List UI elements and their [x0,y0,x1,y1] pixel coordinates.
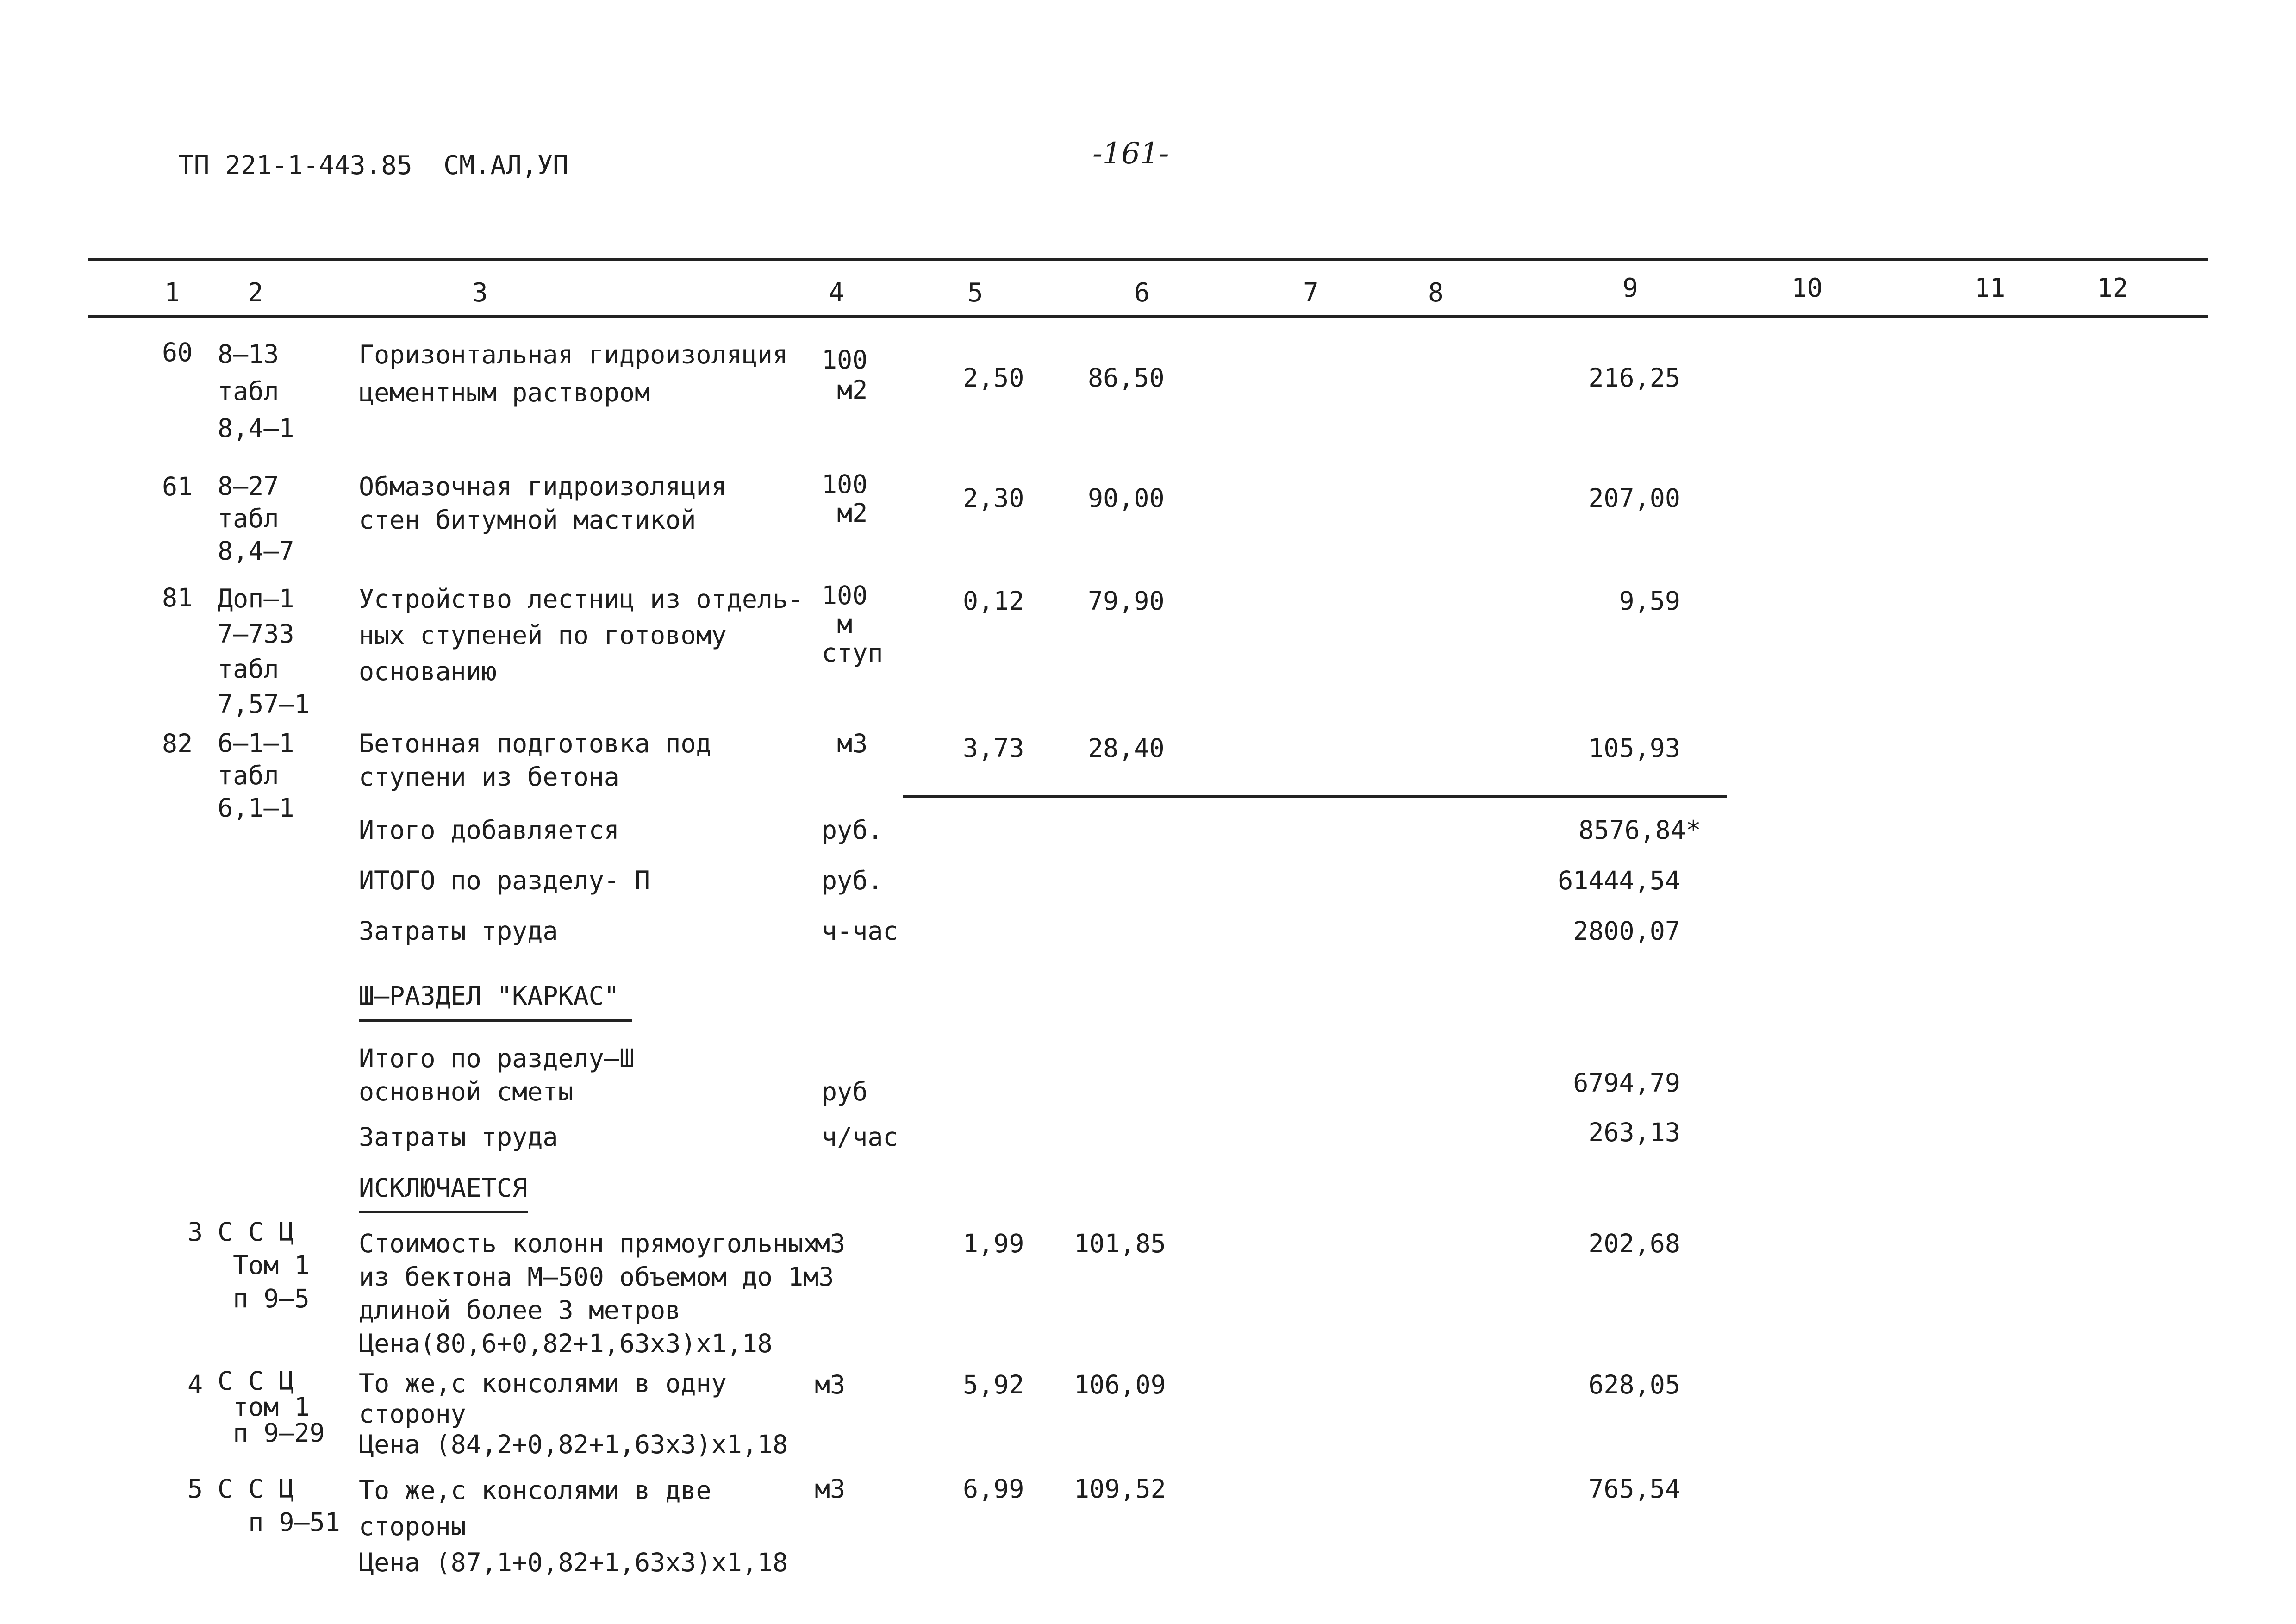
row-code: С С Ц том 1 п 9–29 [218,1366,325,1448]
row-code: С С Ц Том 1 п 9–5 [218,1217,310,1313]
row-price: 28,40 [1088,733,1165,763]
row-quantity: 5,92 [963,1370,1024,1399]
row-number: 4 [187,1370,203,1399]
column-header-5: 5 [967,278,983,308]
row-code: 6–1–1 табл 6,1–1 [218,728,294,823]
summary-value: 8576,84* [1578,815,1701,845]
column-header-8: 8 [1428,278,1444,308]
row-number: 82 [162,729,193,758]
column-header-10: 10 [1791,273,1823,303]
column-header-7: 7 [1303,278,1319,308]
row-price: 101,85 [1074,1229,1166,1258]
column-header-6: 6 [1134,278,1150,308]
row-name: Стоимость колонн прямоугольных из бектона М–500 объемом до 1м3 длиной более 3 метров Цена(80,6+0,82+1,63х3)х1,18 [359,1229,834,1358]
summary-label: ИТОГО по разделу- П [359,866,650,895]
subtotal-rule [903,795,1727,798]
column-header-1: 1 [164,278,180,308]
excluded-title: ИСКЛЮЧАЕТСЯ [359,1173,528,1203]
summary-unit: руб. [822,815,883,845]
row-code: Доп–1 7–733 табл 7,57–1 [218,584,310,719]
row-code: С С Ц п 9–51 [218,1474,340,1537]
page-number: -161- [1092,137,1169,171]
summary-value: 61444,54 [1558,866,1680,895]
summary-value: 6794,79 [1573,1068,1680,1098]
row-total: 765,54 [1588,1474,1680,1504]
table-header-rule [88,315,2208,318]
row-total: 207,00 [1588,483,1680,513]
section-title: Ш–РАЗДЕЛ "КАРКАС" [359,981,619,1011]
row-unit: 100 м ступ [822,581,883,668]
summary-label: Затраты труда [359,916,558,946]
row-name: Обмазочная гидроизоляция стен битумной мастикой [359,472,727,535]
row-unit: м3 [815,1370,846,1399]
row-number: 81 [162,583,193,612]
row-unit: м3 [822,729,868,758]
summary-unit: руб [822,1077,868,1106]
row-name: То же,с консолями в две стороны Цена (87,1+0,82+1,63х3)х1,18 [359,1475,788,1577]
row-price: 79,90 [1088,586,1165,616]
document-code: ТП 221-1-443.85 СМ.АЛ,УП [178,150,568,181]
row-unit: 100 м2 [822,345,868,405]
row-number: 61 [162,472,193,501]
row-price: 86,50 [1088,363,1165,393]
row-name: Горизонтальная гидроизоляция цементным раствором [359,340,788,407]
row-number: 3 [187,1217,203,1247]
summary-unit: ч/час [822,1122,898,1152]
row-quantity: 1,99 [963,1229,1024,1258]
row-name: То же,с консолями в одну сторону Цена (84,2+0,82+1,63х3)х1,18 [359,1368,788,1459]
summary-label: Итого по разделу–Ш основной сметы [359,1043,635,1106]
row-total: 216,25 [1588,363,1680,393]
row-total: 628,05 [1588,1370,1680,1399]
row-quantity: 2,50 [963,363,1024,393]
row-price: 90,00 [1088,483,1165,513]
row-name: Устройство лестниц из отдель- ных ступеней по готовому основанию [359,584,804,686]
summary-unit: ч-час [822,916,898,946]
column-header-11: 11 [1974,273,2006,303]
summary-unit: руб. [822,866,883,895]
row-code: 8–27 табл 8,4–7 [218,471,294,566]
column-header-4: 4 [829,278,844,308]
row-quantity: 6,99 [963,1474,1024,1504]
column-header-12: 12 [2097,273,2128,303]
summary-label: Затраты труда [359,1122,558,1152]
row-price: 109,52 [1074,1474,1166,1504]
row-quantity: 2,30 [963,483,1024,513]
column-header-2: 2 [248,278,263,308]
row-code: 8–13 табл 8,4–1 [218,339,294,443]
row-total: 202,68 [1588,1229,1680,1258]
column-header-3: 3 [472,278,488,308]
section-title-underline [359,1019,632,1022]
row-number: 5 [187,1474,203,1504]
row-price: 106,09 [1074,1370,1166,1399]
row-total: 105,93 [1588,733,1680,763]
column-header-9: 9 [1622,273,1638,303]
row-quantity: 3,73 [963,733,1024,763]
row-total: 9,59 [1619,586,1680,616]
row-quantity: 0,12 [963,586,1024,616]
row-unit: м3 [815,1474,846,1504]
row-unit: 100 м2 [822,469,868,528]
row-name: Бетонная подготовка под ступени из бетона [359,729,711,792]
row-number: 60 [162,337,193,367]
table-top-rule [88,258,2208,261]
summary-label: Итого добавляется [359,815,619,845]
summary-value: 2800,07 [1573,916,1680,946]
summary-value: 263,13 [1588,1118,1680,1147]
row-unit: м3 [815,1229,846,1258]
excluded-title-underline [359,1211,528,1213]
